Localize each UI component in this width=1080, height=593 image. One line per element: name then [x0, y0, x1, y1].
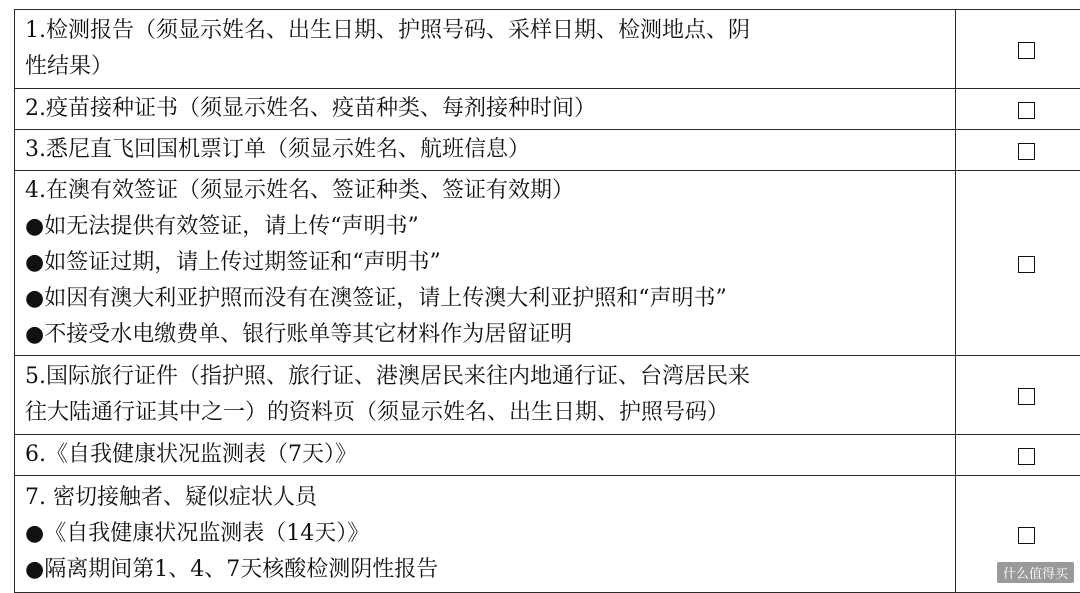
checklist-row-close-contacts [15, 476, 1080, 593]
checklist-row-health-monitoring-7 [15, 435, 1080, 476]
row-bullet-line: ●如签证过期，请上传过期签证和“声明书” [25, 245, 945, 281]
checkbox-test-report[interactable] [1018, 42, 1035, 59]
row-bullet-line: ●隔离期间第1、4、7天核酸检测阴性报告 [25, 552, 945, 588]
checklist-row-travel-document [15, 356, 1080, 435]
checkbox-health-monitoring-7[interactable] [1018, 448, 1035, 465]
row-description [15, 476, 956, 593]
row-text-line: 4.在澳有效签证（须显示姓名、签证种类、签证有效期） [25, 173, 945, 209]
row-description [15, 130, 956, 171]
row-bullet-line: ●如无法提供有效签证，请上传“声明书” [25, 209, 945, 245]
row-bullet-line: ●如因有澳大利亚护照而没有在澳签证，请上传澳大利亚护照和“声明书” [25, 281, 945, 317]
checkbox-cell [956, 130, 1080, 171]
row-description [15, 356, 956, 435]
row-text-line: 7. 密切接触者、疑似症状人员 [25, 480, 945, 516]
row-text-line: 性结果） [25, 49, 945, 85]
checkbox-flight-ticket[interactable] [1018, 143, 1035, 160]
row-description [15, 89, 956, 130]
row-text-line: 6.《自我健康状况监测表（7天）》 [25, 437, 945, 473]
row-bullet-line: ●不接受水电缴费单、银行账单等其它材料作为居留证明 [25, 317, 945, 353]
checklist-row-flight-ticket [15, 130, 1080, 171]
checkbox-close-contacts[interactable] [1018, 527, 1035, 544]
checkbox-cell [956, 89, 1080, 130]
checklist-row-vaccination-certificate [15, 89, 1080, 130]
checkbox-cell [956, 171, 1080, 356]
checkbox-cell [956, 435, 1080, 476]
checkbox-vaccination-certificate[interactable] [1018, 102, 1035, 119]
checklist-row-visa [15, 171, 1080, 356]
row-text-line: 往大陆通行证其中之一）的资料页（须显示姓名、出生日期、护照号码） [25, 395, 945, 431]
checkbox-cell [956, 10, 1080, 89]
checkbox-cell [956, 356, 1080, 435]
site-watermark: 什么值得买 [997, 562, 1074, 583]
row-text-line: 1.检测报告（须显示姓名、出生日期、护照号码、采样日期、检测地点、阴 [25, 13, 945, 49]
row-text-line: 3.悉尼直飞回国机票订单（须显示姓名、航班信息） [25, 132, 945, 168]
checkbox-visa[interactable] [1018, 256, 1035, 273]
checkbox-travel-document[interactable] [1018, 388, 1035, 405]
checklist-row-test-report [15, 10, 1080, 89]
row-description [15, 171, 956, 356]
row-text-line: 2.疫苗接种证书（须显示姓名、疫苗种类、每剂接种时间） [25, 91, 945, 127]
row-description [15, 435, 956, 476]
row-description [15, 10, 956, 89]
document-checklist-table [14, 9, 1080, 593]
row-text-line: 5.国际旅行证件（指护照、旅行证、港澳居民来往内地通行证、台湾居民来 [25, 359, 945, 395]
row-bullet-line: ●《自我健康状况监测表（14天）》 [25, 516, 945, 552]
